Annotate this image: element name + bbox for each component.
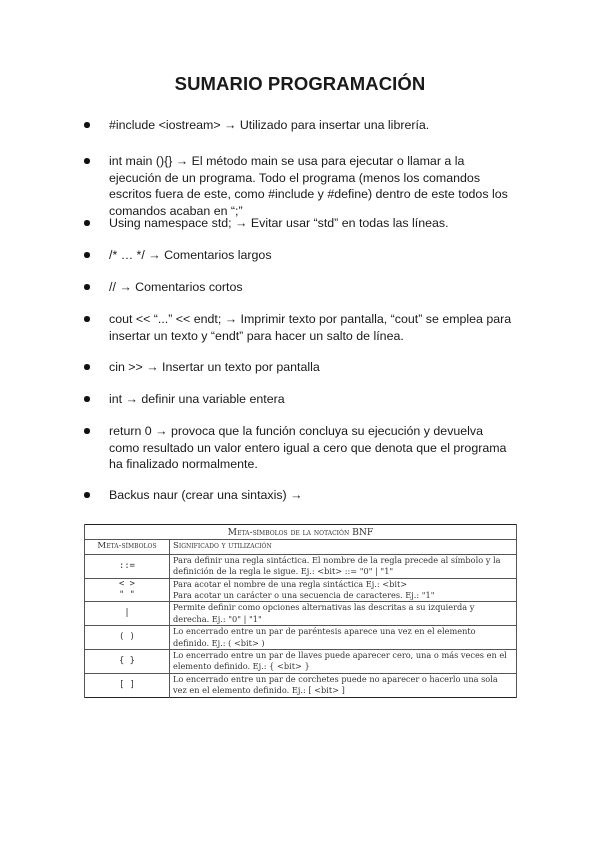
list-item (84, 487, 514, 504)
symbol-cell: " " (85, 590, 170, 602)
list-item (84, 391, 514, 408)
column-header-symbols: Meta-símbolos (85, 540, 170, 554)
list-item (84, 423, 514, 473)
list-item-text: Using namespace std; → Evitar usar “std” en todas las líneas. (109, 216, 449, 230)
list-item (84, 311, 514, 344)
meaning-cell: Lo encerrado entre un par de paréntesis aparece una vez en el elemento definido. Ej.: ( <bit> ) (170, 626, 517, 650)
table-caption: Meta-símbolos de la notación BNF (85, 525, 517, 540)
list-item (84, 117, 514, 134)
bullet-dot (84, 364, 90, 370)
bnf-table-figure (84, 524, 517, 698)
meaning-cell: Para acotar un carácter o una secuencia de caracteres. Ej.: "1" (170, 590, 517, 602)
symbol-cell: < > (85, 578, 170, 590)
page-title: SUMARIO PROGRAMACIÓN (174, 73, 426, 94)
column-header-meaning: Significado y utilización (170, 540, 517, 554)
table-row (85, 554, 517, 578)
list-item-text: /* … */ → Comentarios largos (109, 248, 272, 262)
list-item-text: // → Comentarios cortos (109, 280, 243, 294)
bullet-dot (84, 396, 90, 402)
symbol-cell: ::= (85, 554, 170, 578)
meaning-cell: Para acotar el nombre de una regla sintáctica Ej.: <bit> (170, 578, 517, 590)
list-item (84, 279, 514, 296)
bullet-dot (84, 284, 90, 290)
bullet-dot (84, 492, 90, 498)
bullet-dot (84, 122, 90, 128)
symbol-cell: | (85, 602, 170, 626)
list-item (84, 215, 514, 232)
list-item-text: #include <iostream> → Utilizado para insertar una librería. (109, 118, 430, 132)
list-item-text: return 0 → provoca que la función concluya su ejecución y devuelva como resultado un valor entero igual a cero que denota que el programa ha finalizado normalmente. (109, 424, 507, 472)
table-row (85, 626, 517, 650)
list-item-text: Backus naur (crear una sintaxis) → (109, 488, 303, 502)
list-item (84, 153, 514, 219)
bullet-dot (84, 316, 90, 322)
meaning-cell: Lo encerrado entre un par de llaves puede aparecer cero, una o más veces en el elemento definido. Ej.: { <bit> } (170, 650, 517, 674)
meaning-cell: Permite definir como opciones alternativas las descritas a su izquierda y derecha. Ej.: "0" | "1" (170, 602, 517, 626)
bullet-dot (84, 252, 90, 258)
table-row (85, 590, 517, 602)
list-item-text: int main (){} → El método main se usa para ejecutar o llamar a la ejecución de un programa. Todo el programa (menos los comandos escritos fuera de este, como #include y #define) dentro de este todos los comandos acaban en “;” (109, 154, 508, 218)
symbol-cell: { } (85, 650, 170, 674)
list-item (84, 247, 514, 264)
table-row (85, 602, 517, 626)
list-item-text: int → definir una variable entera (109, 392, 285, 406)
table-row (85, 578, 517, 590)
bnf-meta-symbols-table (84, 524, 517, 698)
bullet-dot (84, 220, 90, 226)
bullet-dot (84, 158, 90, 164)
bullet-dot (84, 428, 90, 434)
list-item-text: cout << “...” << endt; → Imprimir texto por pantalla, “cout” se emplea para insertar un texto y “endt” para hacer un salto de línea. (109, 312, 512, 343)
list-item-text: cin >> → Insertar un texto por pantalla (109, 360, 320, 374)
meaning-cell: Para definir una regla sintáctica. El nombre de la regla precede al símbolo y la definición de la regla le sigue. Ej.: <bit> ::= "0" | "1" (170, 554, 517, 578)
meaning-cell: Lo encerrado entre un par de corchetes puede no aparecer o hacerlo una sola vez en el elemento definido. Ej.: [ <bit> ] (170, 673, 517, 697)
symbol-cell: ( ) (85, 626, 170, 650)
list-item (84, 359, 514, 376)
table-row (85, 650, 517, 674)
table-row (85, 673, 517, 697)
symbol-cell: [ ] (85, 673, 170, 697)
